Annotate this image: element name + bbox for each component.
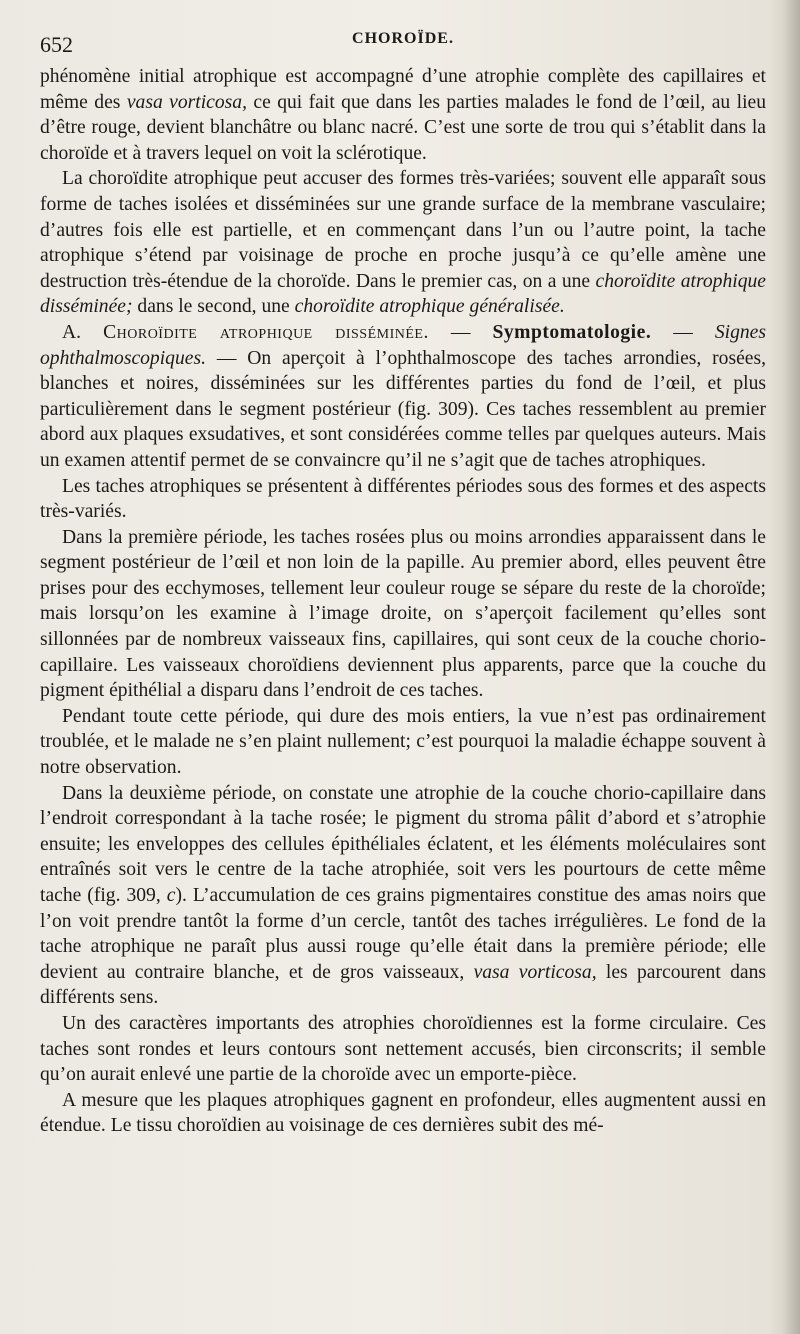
paragraph-7: Un des caractères importants des atrophies choroïdiennes est la forme circulaire. Ces taches sont rondes et leurs contours sont nettement accusés, bien circonscrits; il semble qu’on aurait enlevé une partie de la choroïde avec un emporte-pièce.	[40, 1012, 766, 1086]
dash: —	[651, 321, 715, 343]
paragraph-6	[40, 781, 766, 1011]
italic-run: vasa vorticosa,	[473, 961, 597, 983]
dash: —	[428, 321, 493, 343]
italic-run: vasa vorticosa,	[126, 91, 247, 113]
section-title: Choroïdite atrophique disséminée.	[103, 321, 429, 343]
text-run: ). L’accumulation de ces grains pigmentaires constitue des amas noirs que l’on voit prendre tantôt la forme d’un cercle, tantôt des taches irrégulières. Le fond de la tache atrophique ne paraît plus aussi rouge qu’elle était dans la première période; elle devient au contraire blanche, et de gros vaisseaux,	[40, 885, 767, 983]
body-text	[40, 64, 766, 1139]
text-run: les parcourent dans différents sens.	[40, 961, 766, 1009]
page-header	[40, 28, 766, 64]
page-number: 652	[40, 32, 73, 57]
section-letter: A.	[62, 321, 104, 343]
italic-run: Signes ophthalmoscopiques.	[40, 321, 766, 369]
text-run: ce qui fait que dans les parties malades le fond de l’œil, au lieu d’être rouge, devient blanchâtre ou blanc nacré. C’est une sorte de trou qui s’établit dans la choroïde et à travers lequel on voit la sclérotique.	[40, 91, 767, 164]
paragraph-5: Pendant toute cette période, qui dure des mois entiers, la vue n’est pas ordinairement troublée, et le malade ne s’en plaint nullement; c’est pourquoi la maladie échappe souvent à notre observation.	[40, 705, 766, 779]
paragraph-4: Dans la première période, les taches rosées plus ou moins arrondies apparaissent dans le segment postérieur de l’œil et non loin de la papille. Au premier abord, elles peuvent être prises pour des ecchymoses, tellement leur couleur rouge se sépare du reste de la choroïde; mais lorsqu’on les examine à l’image droite, on s’aperçoit facilement qu’elles sont sillonnées par de nombreux vaisseaux fins, capillaires, qui sont ceux de la couche chorio-capillaire. Les vaisseaux choroïdiens deviennent plus apparents, parce que la couche du pigment épithélial a disparu dans l’endroit de ces taches.	[40, 526, 766, 702]
subsection-title: Symptomatologie.	[492, 321, 652, 343]
italic-run: choroïdite atrophique disséminée;	[40, 270, 766, 318]
text-run: — On aperçoit à l’ophthalmoscope des taches arrondies, rosées, blanches et noires, disséminées sur les différentes parties du fond de l’œil, et plus particulièrement dans le segment postérieur (fig. 309). Ces taches ressemblent au premier abord aux plaques exsudatives, et sont considérées comme telles par quelques auteurs. Mais un examen attentif permet de se convaincre qu’il ne s’agit que de taches atrophiques.	[40, 347, 766, 471]
paragraph-1	[40, 166, 766, 320]
italic-run: c	[166, 885, 176, 906]
paragraph-0	[40, 64, 766, 166]
text-run: Dans la deuxième période, on constate une atrophie de la couche chorio-capillaire dans l’endroit correspondant à la tache rosée; le pigment du stroma pâlit d’abord et s’atrophie ensuite; les enveloppes des cellules épithéliales éclatent, et les éléments moléculaires sont entraînés soit vers le centre de la tache atrophiée, soit vers les pourtours de cette même tache (fig. 309,	[40, 782, 766, 906]
italic-run: choroïdite atrophique généralisée.	[294, 296, 565, 318]
page-edge-shadow	[782, 0, 800, 1334]
paragraph-3: Les taches atrophiques se présentent à différentes périodes sous des formes et des aspects très-variés.	[40, 475, 766, 523]
text-run: phénomène initial atrophique est accompagné d’une atrophie complète des capillaires et même des	[40, 66, 766, 113]
running-title: CHOROÏDE.	[352, 30, 454, 47]
text-run: dans le second, une	[132, 296, 295, 318]
text-run: La choroïdite atrophique peut accuser des formes très-variées; souvent elle apparaît sous forme de taches isolées et disséminées sur une grande surface de la membrane vasculaire; d’autres fois elle est partielle, et en commençant dans l’un ou l’autre point, la tache atrophique s’étend par voisinage de proche en proche jusqu’à ce qu’elle amène une destruction très-étendue de la choroïde. Dans le premier cas, on a une	[40, 168, 766, 292]
section-heading-paragraph	[40, 320, 766, 474]
paragraph-8: A mesure que les plaques atrophiques gagnent en profondeur, elles augmentent aussi en étendue. Le tissu choroïdien au voisinage de ces dernières subit des mé-	[40, 1089, 766, 1137]
